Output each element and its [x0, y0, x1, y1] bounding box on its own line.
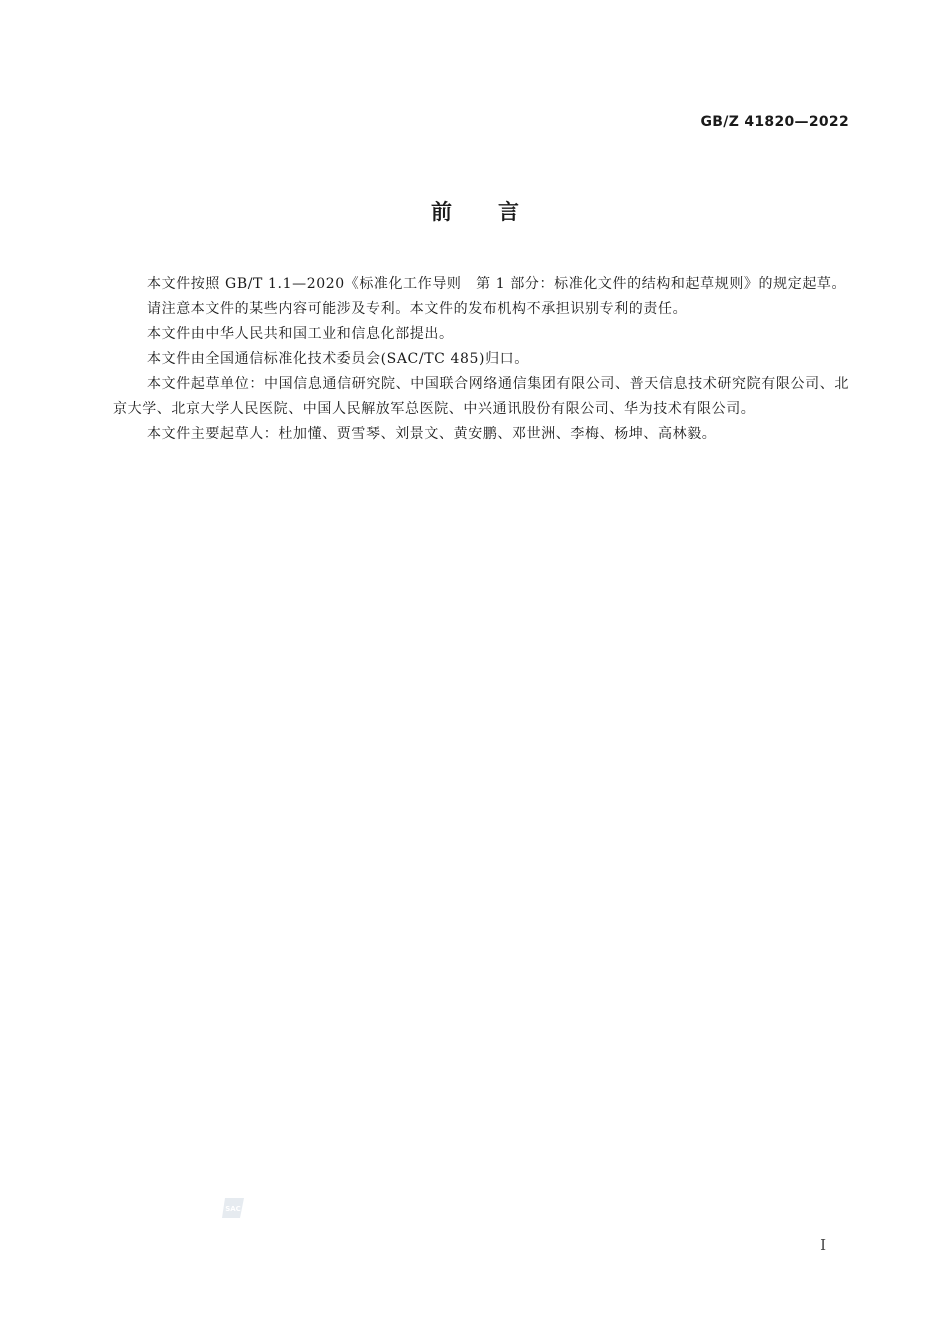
paragraph-technical-committee: 本文件由全国通信标准化技术委员会(SAC/TC 485)归口。: [147, 351, 529, 367]
sac-logo-icon: [220, 1196, 248, 1220]
page-number: I: [820, 1236, 826, 1254]
paragraph-patent-notice: 请注意本文件的某些内容可能涉及专利。本文件的发布机构不承担识别专利的责任。: [147, 301, 688, 317]
preface-body: [113, 272, 849, 447]
paragraph-drafting-rules: 本文件按照 GB/T 1.1—2020《标准化工作导则 第 1 部分：标准化文件的结构和起草规则》的规定起草。: [147, 276, 847, 292]
paragraph-proposer: 本文件由中华人民共和国工业和信息化部提出。: [147, 326, 454, 342]
svg-text:SAC: SAC: [225, 1205, 241, 1213]
standard-number: GB/Z 41820—2022: [700, 114, 849, 130]
page-title: 前言: [431, 200, 565, 224]
paragraph-drafting-units: 本文件起草单位：中国信息通信研究院、中国联合网络通信集团有限公司、普天信息技术研究院有限公司、北京大学、北京大学人民医院、中国人民解放军总医院、中兴通讯股份有限公司、华为技术有限公司。: [113, 376, 849, 417]
paragraph-drafters: 本文件主要起草人：杜加懂、贾雪琴、刘景文、黄安鹏、邓世洲、李梅、杨坤、高林毅。: [147, 426, 717, 442]
